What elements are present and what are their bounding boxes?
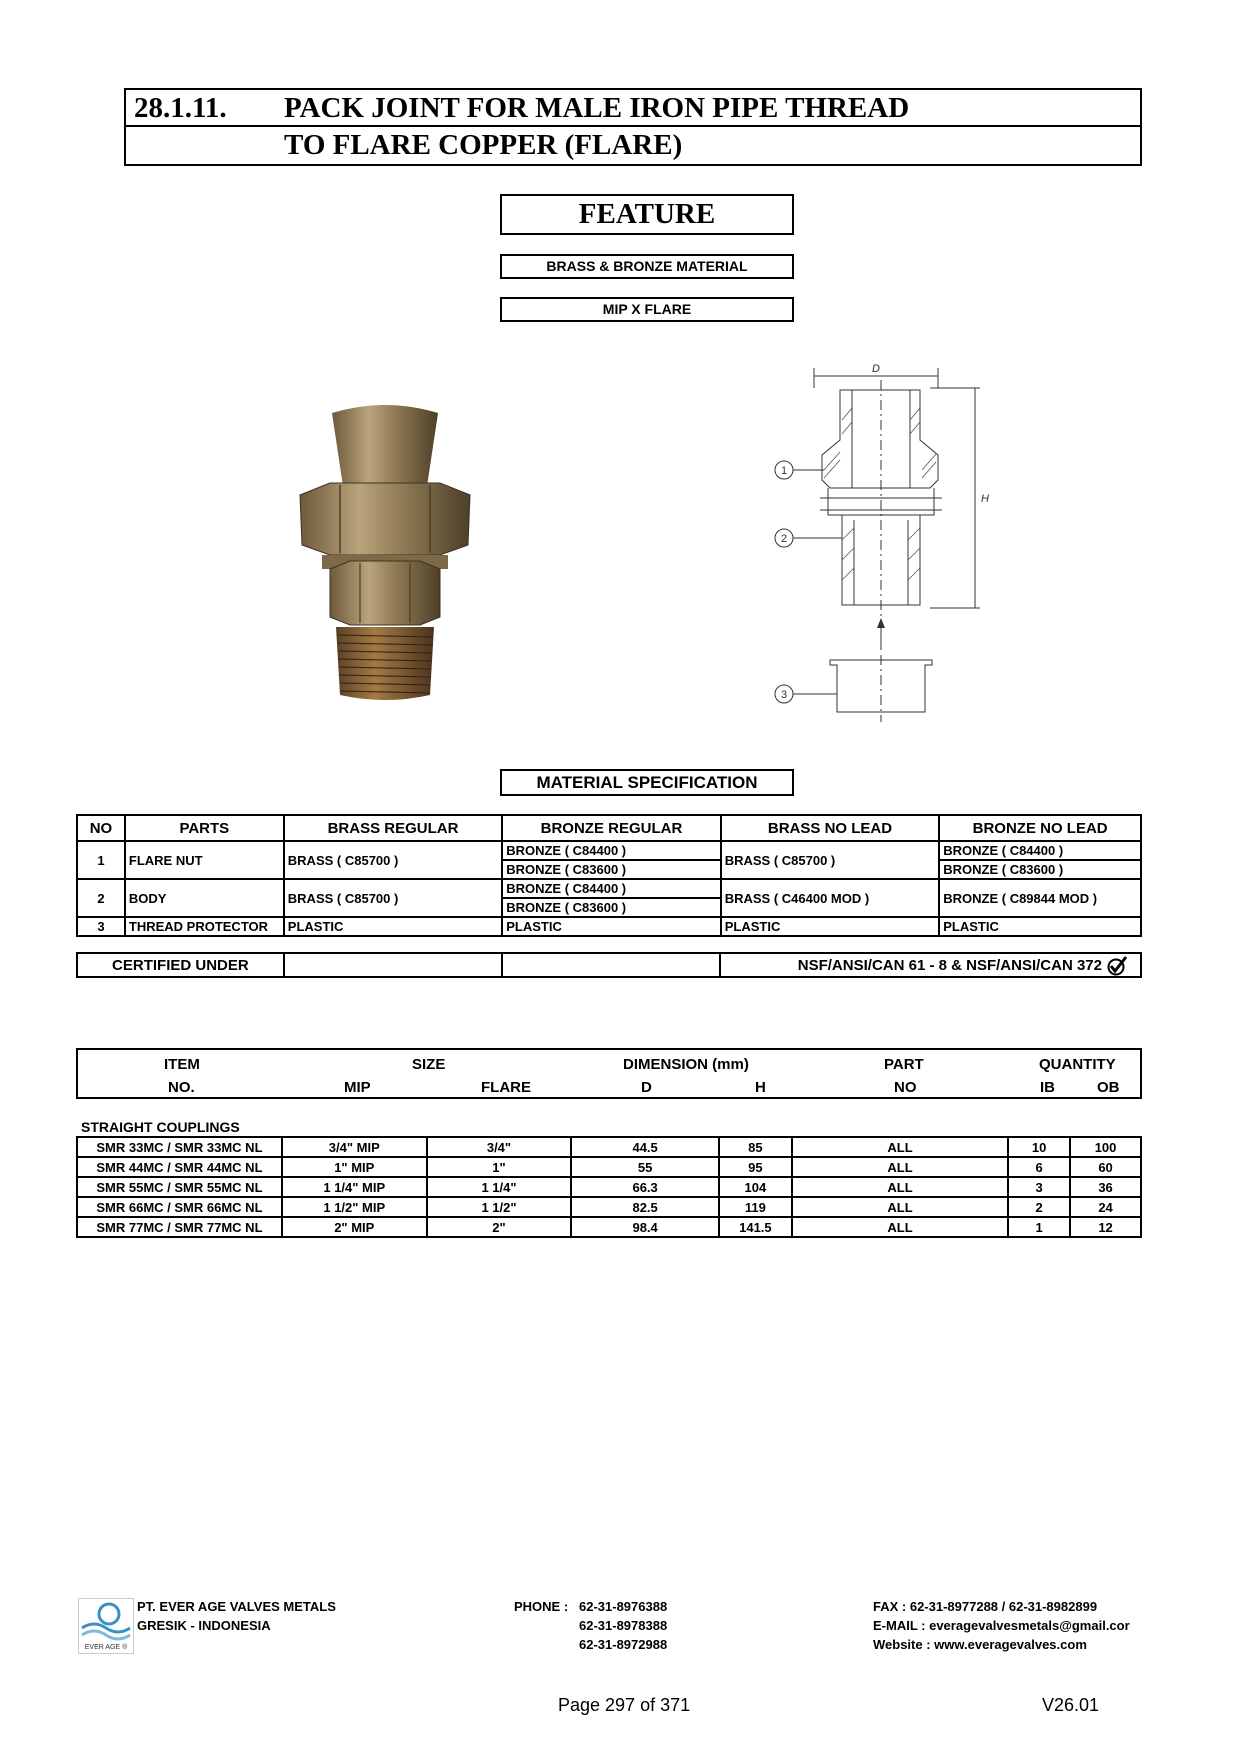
header-flare: FLARE <box>481 1079 531 1096</box>
header-part-no: NO <box>894 1079 917 1096</box>
phone-2: 62-31-8978388 <box>579 1618 668 1633</box>
email: E-MAIL : everagevalvesmetals@gmail.cor <box>873 1618 1130 1633</box>
cell-part-no: ALL <box>792 1157 1008 1177</box>
cell-size-flare: 1 1/2" <box>427 1197 572 1217</box>
cell-size-flare: 3/4" <box>427 1137 572 1157</box>
cell-qty-ob: 12 <box>1070 1217 1141 1237</box>
cell-brass-regular: BRASS ( C85700 ) <box>284 841 502 879</box>
cell-size-mip: 3/4" MIP <box>282 1137 427 1157</box>
cell-item-no: SMR 66MC / SMR 66MC NL <box>77 1197 282 1217</box>
cell-size-flare: 1" <box>427 1157 572 1177</box>
technical-drawing <box>770 360 1000 730</box>
header-ib: IB <box>1040 1079 1055 1096</box>
callout-1: 1 <box>780 465 788 477</box>
material-spec-heading: MATERIAL SPECIFICATION <box>500 769 794 796</box>
cell-qty-ib: 6 <box>1008 1157 1070 1177</box>
row-part: BODY <box>125 879 284 917</box>
header-size: SIZE <box>412 1056 446 1073</box>
cell-brass-regular: PLASTIC <box>284 917 502 936</box>
cell-brass-no-lead: PLASTIC <box>721 917 940 936</box>
cell-item-no: SMR 77MC / SMR 77MC NL <box>77 1217 282 1237</box>
cell-brass-regular: BRASS ( C85700 ) <box>284 879 502 917</box>
phone-label: PHONE : <box>514 1599 569 1614</box>
cell-bronze-no-lead: BRONZE ( C84400 ) <box>939 841 1141 860</box>
table-row <box>77 1197 1141 1217</box>
fax: FAX : 62-31-8977288 / 62-31-8982899 <box>873 1599 1098 1614</box>
header-ob: OB <box>1097 1079 1120 1096</box>
col-brass-no-lead: BRASS NO LEAD <box>721 815 940 841</box>
section-label: STRAIGHT COUPLINGS <box>81 1119 240 1135</box>
certification-table <box>76 952 1142 978</box>
col-bronze-no-lead: BRONZE NO LEAD <box>939 815 1141 841</box>
feature-item-material: BRASS & BRONZE MATERIAL <box>500 254 794 279</box>
dimension-d-label: D <box>872 363 880 375</box>
cell-qty-ib: 3 <box>1008 1177 1070 1197</box>
cell-qty-ib: 2 <box>1008 1197 1070 1217</box>
cell-bronze-no-lead: BRONZE ( C83600 ) <box>939 860 1141 879</box>
cell-dim-h: 104 <box>719 1177 792 1197</box>
cell-bronze-regular: BRONZE ( C84400 ) <box>502 841 721 860</box>
cell-dim-d: 66.3 <box>571 1177 719 1197</box>
svg-text:EVER AGE ®: EVER AGE ® <box>84 1644 128 1651</box>
material-spec-table <box>76 814 1142 937</box>
header-item: ITEM <box>164 1056 200 1073</box>
title-line-1 <box>126 90 1140 127</box>
cell-size-mip: 1" MIP <box>282 1157 427 1177</box>
company-name: PT. EVER AGE VALVES METALS <box>137 1599 336 1614</box>
table-row <box>77 917 1141 936</box>
product-photo <box>290 395 480 705</box>
table-row <box>77 1217 1141 1237</box>
cell-bronze-regular: BRONZE ( C83600 ) <box>502 898 721 917</box>
cell-size-mip: 2" MIP <box>282 1217 427 1237</box>
table-row <box>77 879 1141 898</box>
header-mip: MIP <box>344 1079 371 1096</box>
feature-heading: FEATURE <box>500 194 794 235</box>
table-row <box>77 841 1141 860</box>
header-quantity: QUANTITY <box>1039 1056 1116 1073</box>
cell-bronze-regular: BRONZE ( C83600 ) <box>502 860 721 879</box>
callout-2: 2 <box>780 533 788 545</box>
table-row <box>77 1137 1141 1157</box>
page-number: Page 297 of 371 <box>558 1695 691 1715</box>
cell-item-no: SMR 33MC / SMR 33MC NL <box>77 1137 282 1157</box>
product-table <box>76 1136 1142 1238</box>
cell-size-mip: 1 1/4" MIP <box>282 1177 427 1197</box>
title-text-1: PACK JOINT FOR MALE IRON PIPE THREAD <box>284 92 910 124</box>
cell-dim-d: 98.4 <box>571 1217 719 1237</box>
cell-brass-no-lead: BRASS ( C46400 MOD ) <box>721 879 940 917</box>
cell-dim-h: 95 <box>719 1157 792 1177</box>
cell-size-flare: 1 1/4" <box>427 1177 572 1197</box>
cell-brass-no-lead: BRASS ( C85700 ) <box>721 841 940 879</box>
table-row <box>77 1157 1141 1177</box>
callout-3: 3 <box>780 689 788 701</box>
phone-3: 62-31-8972988 <box>579 1637 668 1652</box>
cell-size-flare: 2" <box>427 1217 572 1237</box>
company-info <box>137 1597 336 1635</box>
cell-qty-ob: 60 <box>1070 1157 1141 1177</box>
empty-cell <box>284 953 502 977</box>
row-part: THREAD PROTECTOR <box>125 917 284 936</box>
header-h: H <box>755 1079 766 1096</box>
title-line-2: TO FLARE COPPER (FLARE) <box>284 129 683 161</box>
cell-part-no: ALL <box>792 1217 1008 1237</box>
header-dimension: DIMENSION (mm) <box>623 1056 749 1073</box>
certified-value-cell <box>720 953 1141 977</box>
certification-row <box>77 953 1141 977</box>
empty-cell <box>502 953 720 977</box>
row-no: 1 <box>77 841 125 879</box>
dimension-header <box>76 1048 1142 1099</box>
row-part: FLARE NUT <box>125 841 284 879</box>
cell-item-no: SMR 44MC / SMR 44MC NL <box>77 1157 282 1177</box>
phone-1: 62-31-8976388 <box>579 1599 668 1614</box>
feature-item-connection: MIP X FLARE <box>500 297 794 322</box>
cell-qty-ib: 10 <box>1008 1137 1070 1157</box>
contact-info <box>873 1597 1130 1654</box>
material-header-row <box>77 815 1141 841</box>
cell-qty-ob: 36 <box>1070 1177 1141 1197</box>
col-brass-regular: BRASS REGULAR <box>284 815 502 841</box>
header-part: PART <box>884 1056 924 1073</box>
cell-bronze-no-lead: BRONZE ( C89844 MOD ) <box>939 879 1141 917</box>
col-parts: PARTS <box>125 815 284 841</box>
cell-dim-d: 82.5 <box>571 1197 719 1217</box>
nsf-check-icon <box>1106 955 1128 977</box>
cell-qty-ob: 100 <box>1070 1137 1141 1157</box>
company-logo <box>78 1598 134 1654</box>
header-d: D <box>641 1079 652 1096</box>
cell-bronze-regular: BRONZE ( C84400 ) <box>502 879 721 898</box>
cell-dim-d: 44.5 <box>571 1137 719 1157</box>
cell-part-no: ALL <box>792 1177 1008 1197</box>
row-no: 2 <box>77 879 125 917</box>
cell-dim-h: 141.5 <box>719 1217 792 1237</box>
col-no: NO <box>77 815 125 841</box>
cell-item-no: SMR 55MC / SMR 55MC NL <box>77 1177 282 1197</box>
phone-numbers <box>579 1597 667 1654</box>
company-location: GRESIK - INDONESIA <box>137 1618 271 1633</box>
website: Website : www.everagevalves.com <box>873 1637 1087 1652</box>
cell-dim-h: 85 <box>719 1137 792 1157</box>
cell-bronze-regular: PLASTIC <box>502 917 721 936</box>
cell-dim-d: 55 <box>571 1157 719 1177</box>
cell-bronze-no-lead: PLASTIC <box>939 917 1141 936</box>
dimension-h-label: H <box>981 493 989 505</box>
header-item-no: NO. <box>168 1079 195 1096</box>
table-row <box>77 1177 1141 1197</box>
cell-qty-ib: 1 <box>1008 1217 1070 1237</box>
col-bronze-regular: BRONZE REGULAR <box>502 815 721 841</box>
version: V26.01 <box>1042 1695 1100 1715</box>
cell-part-no: ALL <box>792 1197 1008 1217</box>
cell-dim-h: 119 <box>719 1197 792 1217</box>
row-no: 3 <box>77 917 125 936</box>
cell-part-no: ALL <box>792 1137 1008 1157</box>
certified-value: NSF/ANSI/CAN 61 - 8 & NSF/ANSI/CAN 372 <box>797 956 1102 974</box>
certified-label: CERTIFIED UNDER <box>77 953 284 977</box>
title-box <box>124 88 1142 166</box>
section-number: 28.1.11. <box>134 92 227 124</box>
cell-size-mip: 1 1/2" MIP <box>282 1197 427 1217</box>
cell-qty-ob: 24 <box>1070 1197 1141 1217</box>
